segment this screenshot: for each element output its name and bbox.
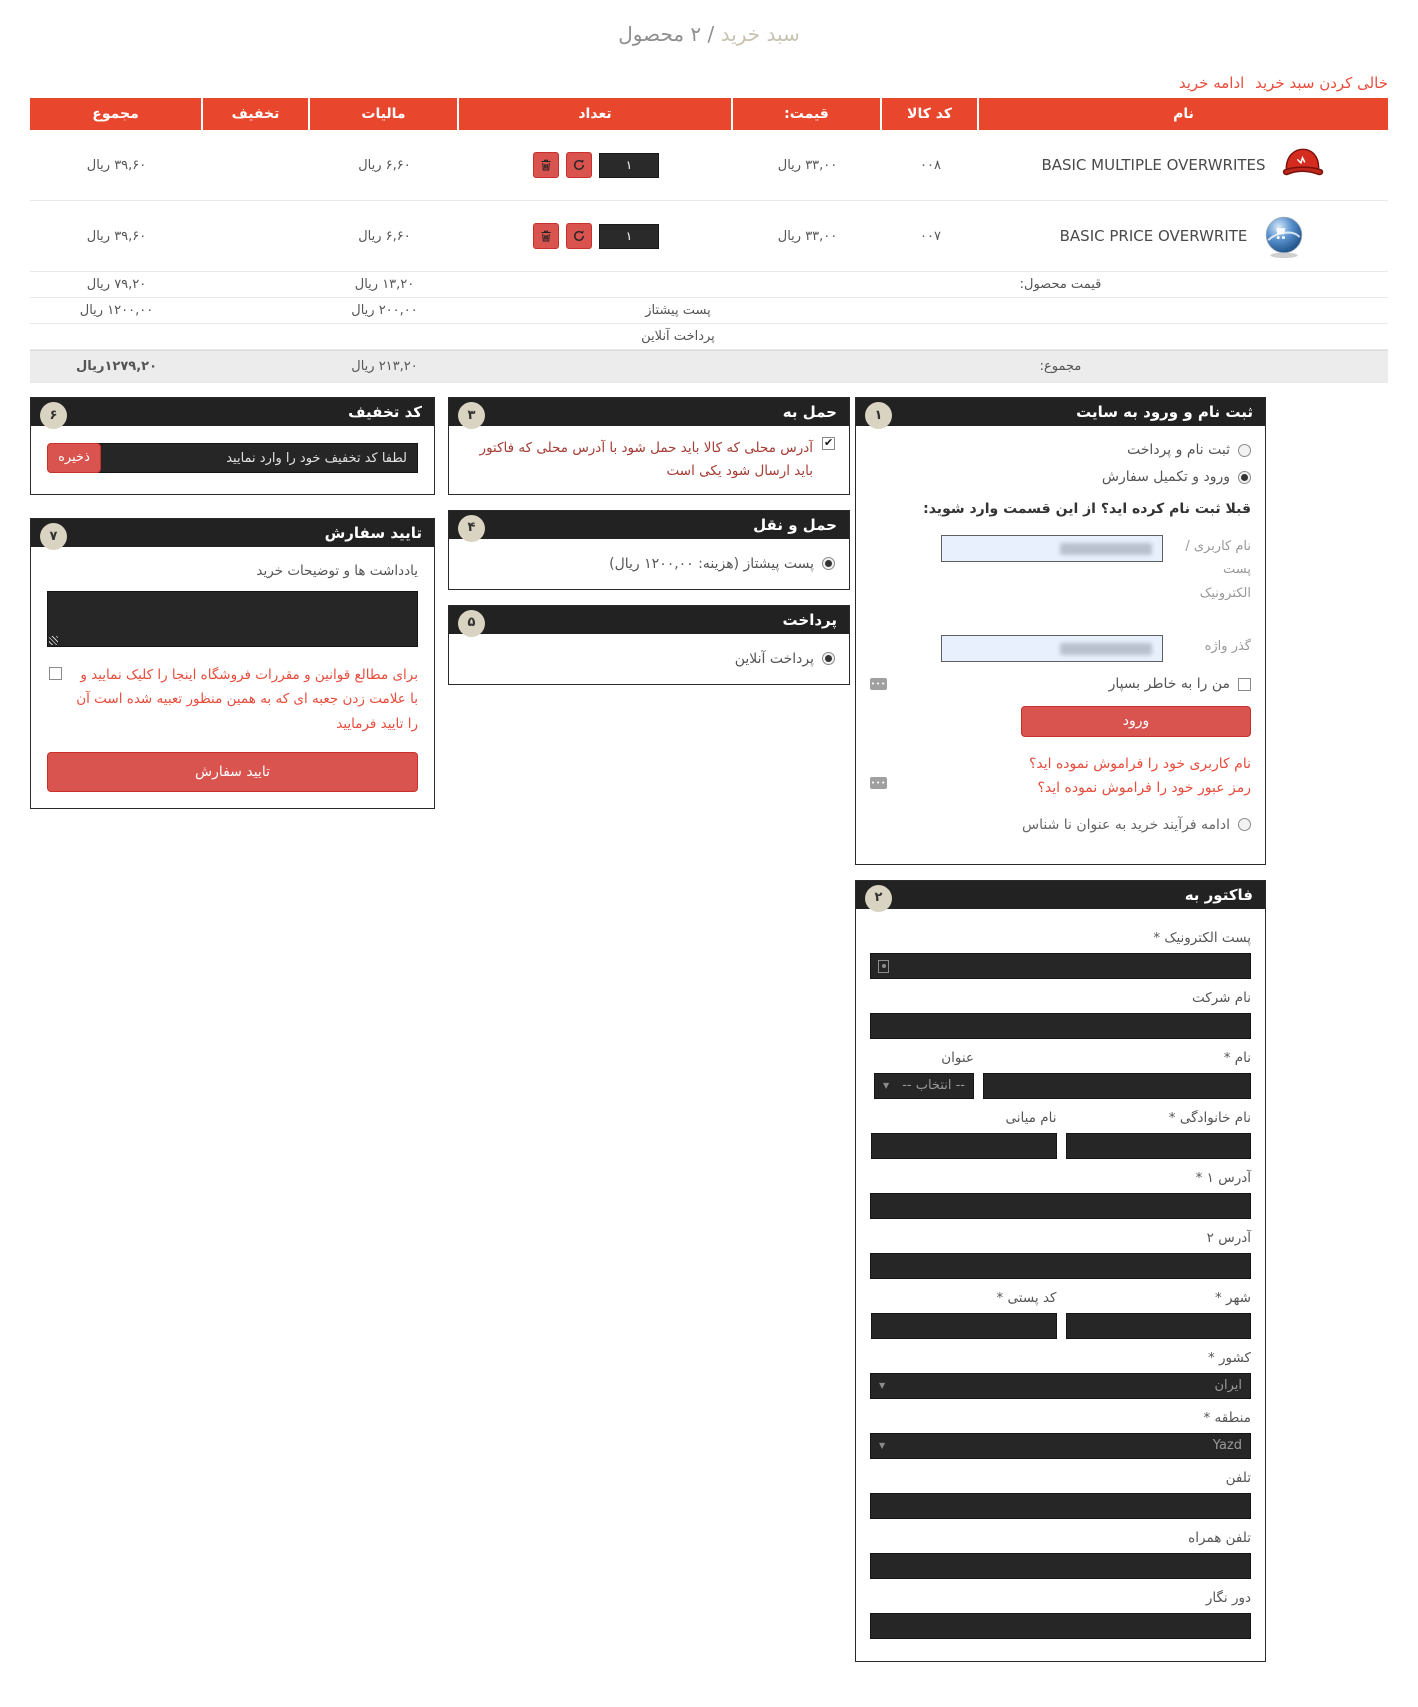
table-row (30, 130, 1388, 201)
first-name-input[interactable] (983, 1073, 1251, 1099)
col-header-price: قیمت: (733, 98, 882, 130)
same-address-text: آدرس محلی که کالا باید حمل شود با آدرس محلی که فاکتور باید ارسال شود یکی است (479, 440, 813, 479)
coupon-code-input[interactable] (74, 443, 418, 473)
panel-payment-header (449, 606, 849, 634)
confirm-order-button[interactable]: تایید سفارش (47, 752, 418, 792)
email-label: پست الکترونیک * (1153, 929, 1251, 946)
middle-name-label: نام میانی (1005, 1109, 1057, 1126)
panel-login-title: ثبت نام و ورود به سایت (1076, 403, 1253, 421)
remember-me-checkbox[interactable] (1238, 678, 1251, 691)
country-select[interactable] (870, 1373, 1251, 1399)
step-badge: ۱ (865, 402, 892, 429)
city-label: شهر * (1214, 1289, 1251, 1306)
title-select[interactable] (874, 1073, 974, 1099)
chevron-down-icon (883, 1081, 889, 1090)
chevron-down-icon (879, 1441, 885, 1450)
address2-label: آدرس ۲ (1206, 1229, 1251, 1246)
quantity-controls (463, 152, 729, 178)
summary-row-payment (30, 324, 1388, 350)
company-input[interactable] (870, 1013, 1251, 1039)
register-and-pay-label[interactable]: ثبت نام و پرداخت (1127, 442, 1230, 458)
step-badge: ۵ (458, 610, 485, 637)
fax-label: دور نگار (1205, 1589, 1251, 1606)
page-title-cart: سبد خرید (720, 22, 800, 46)
forgot-username-link[interactable]: نام کاربری خود را فراموش نموده اید؟ (1028, 756, 1251, 773)
panel-shipping-header (449, 511, 849, 539)
product-image-globe-logo (1261, 213, 1307, 259)
order-notes-textarea[interactable] (47, 591, 418, 647)
phone-input[interactable] (870, 1493, 1251, 1519)
panel-coupon (30, 397, 435, 495)
product-code: ۰۰۸ (882, 130, 979, 201)
step-badge: ۲ (865, 885, 892, 912)
panel-login (855, 397, 1266, 865)
step-badge: ۷ (40, 523, 67, 550)
terms-text[interactable]: برای مطالع قوانین و مقررات فروشگاه اینجا را کلیک نمایید و با علامت زدن جعبه ای که به همین منظور تعبیه شده است آن را تایید فرمایید (76, 667, 418, 732)
username-label: نام کاربری / پست الکترونیک (1185, 539, 1251, 601)
product-tax: ۶,۶۰ ریال (310, 130, 459, 201)
payment-method-radio[interactable] (822, 652, 835, 665)
col-header-discount: تخفیف (203, 98, 310, 130)
table-row (30, 201, 1388, 272)
first-name-label: نام * (1223, 1049, 1251, 1066)
delete-item-button[interactable] (533, 223, 559, 249)
last-name-label: نام خانوادگی * (1168, 1109, 1251, 1126)
postcode-input[interactable] (871, 1313, 1057, 1339)
refresh-icon (572, 229, 586, 243)
summary-row-product-price (30, 272, 1388, 298)
remember-me-label[interactable]: من را به خاطر بسپار (1108, 676, 1230, 693)
save-coupon-button[interactable]: ذخیره (47, 443, 101, 473)
mobile-label: تلفن همراه (1188, 1529, 1251, 1546)
update-quantity-button[interactable] (566, 152, 592, 178)
panel-payment-method (448, 605, 850, 685)
login-button[interactable]: ورود (1021, 706, 1251, 737)
grand-total-value: ۱۲۷۹,۲۰ریال (30, 350, 203, 383)
shipping-method-label: پست پیشتاز (459, 298, 733, 324)
shipping-method-option[interactable]: پست پیشتاز (هزینه: ۱۲۰۰,۰۰ ریال) (609, 555, 814, 572)
product-price-label: قیمت محصول: (733, 272, 1388, 298)
product-image-red-cap (1280, 142, 1326, 188)
forgot-password-link[interactable]: رمز عبور خود را فراموش نموده اید؟ (1037, 779, 1251, 796)
panel-invoice-header (856, 881, 1265, 909)
terms-row (47, 663, 418, 736)
delete-item-button[interactable] (533, 152, 559, 178)
redacted-text (1060, 543, 1152, 555)
title-label: عنوان (941, 1049, 974, 1066)
col-header-total: مجموع (30, 98, 203, 130)
product-discount (203, 201, 310, 272)
payment-method-label: پرداخت آنلاین (459, 324, 733, 350)
step-badge: ۴ (458, 515, 485, 542)
password-input[interactable] (941, 635, 1163, 662)
phone-label: تلفن (1225, 1469, 1251, 1486)
ellipsis-icon (870, 777, 887, 789)
cart-header-row (30, 98, 1388, 130)
address1-input[interactable] (870, 1193, 1251, 1219)
middle-name-input[interactable] (871, 1133, 1057, 1159)
username-input[interactable] (941, 535, 1163, 562)
same-address-checkbox[interactable] (822, 437, 835, 450)
shipping-total: ۱۲۰۰,۰۰ ریال (30, 298, 203, 324)
mobile-input[interactable] (870, 1553, 1251, 1579)
guest-checkout-radio[interactable] (1238, 818, 1251, 831)
panel-ship-to-title: حمل به (782, 403, 837, 421)
cart-actions (30, 74, 1388, 92)
redacted-text (1060, 643, 1152, 655)
summary-row-grand-total (30, 350, 1388, 383)
grand-total-label: مجموع: (733, 350, 1388, 383)
trash-icon (539, 158, 553, 172)
product-price-total: ۷۹,۲۰ ریال (30, 272, 203, 298)
summary-row-shipping (30, 298, 1388, 324)
refresh-icon (572, 158, 586, 172)
region-select-value: Yazd (1212, 1438, 1242, 1454)
product-name[interactable]: BASIC PRICE OVERWRITE (1059, 227, 1248, 245)
register-and-pay-radio[interactable] (1238, 444, 1251, 457)
panel-shipping-title: حمل و نقل (753, 515, 837, 534)
panel-ship-to-header (449, 398, 849, 426)
panel-invoice-title: فاکتور به (1184, 885, 1253, 904)
checkout-panels (30, 397, 1388, 1662)
password-label: گذر واژه (1204, 639, 1251, 655)
address1-label: آدرس ۱ * (1195, 1169, 1251, 1186)
resize-grip-icon[interactable] (49, 636, 58, 645)
ellipsis-icon (870, 678, 887, 690)
login-and-complete-radio[interactable] (1238, 471, 1251, 484)
page-title-count: / ۲ محصول (618, 22, 721, 46)
quantity-controls (463, 223, 729, 249)
panel-shipping-method (448, 510, 850, 590)
cart-table (30, 98, 1388, 383)
panel-login-header (856, 398, 1265, 426)
panel-confirm-title: تایید سفارش (324, 524, 422, 542)
product-price: ۳۳,۰۰ ریال (733, 201, 882, 272)
update-quantity-button[interactable] (566, 223, 592, 249)
guest-checkout-label[interactable]: ادامه فرآیند خرید به عنوان نا شناس (1022, 816, 1230, 833)
product-name[interactable]: BASIC MULTIPLE OVERWRITES (1041, 156, 1266, 174)
payment-method-option[interactable]: پرداخت آنلاین (734, 650, 814, 667)
broken-image-icon (878, 960, 889, 973)
step-badge: ۳ (458, 402, 485, 429)
region-label: منطقه * (1203, 1409, 1251, 1426)
continue-shopping-link[interactable]: ادامه خرید (1178, 74, 1245, 92)
chevron-down-icon (879, 1381, 885, 1390)
panel-ship-to (448, 397, 850, 495)
panel-confirm-order (30, 518, 435, 809)
grand-total-tax: ۲۱۳,۲۰ ریال (310, 350, 459, 383)
col-header-code: کد کالا (882, 98, 979, 130)
product-price-tax: ۱۳,۲۰ ریال (310, 272, 459, 298)
city-input[interactable] (1066, 1313, 1252, 1339)
product-price: ۳۳,۰۰ ریال (733, 130, 882, 201)
panel-confirm-header (31, 519, 434, 547)
product-tax: ۶,۶۰ ریال (310, 201, 459, 272)
terms-checkbox[interactable] (49, 667, 62, 680)
quantity-input[interactable] (599, 224, 659, 249)
address2-input[interactable] (870, 1253, 1251, 1279)
empty-cart-link[interactable]: خالی کردن سبد خرید (1255, 74, 1388, 92)
login-prompt: قبلا ثبت نام کرده اید؟ از این قسمت وارد شوید: (923, 501, 1251, 517)
product-code: ۰۰۷ (882, 201, 979, 272)
product-discount (203, 130, 310, 201)
col-header-qty: تعداد (459, 98, 733, 130)
col-header-tax: مالیات (310, 98, 459, 130)
shipping-method-radio[interactable] (822, 557, 835, 570)
trash-icon (539, 229, 553, 243)
company-label: نام شرکت (1192, 989, 1251, 1006)
order-notes-label: یادداشت ها و توضیحات خرید (256, 563, 418, 579)
email-input[interactable] (870, 953, 1251, 979)
step-badge: ۶ (40, 402, 67, 429)
region-select[interactable] (870, 1433, 1251, 1459)
country-label: کشور * (1207, 1349, 1251, 1366)
product-total: ۳۹,۶۰ ریال (30, 201, 203, 272)
panel-coupon-header (31, 398, 434, 426)
forgot-links (870, 753, 1251, 801)
page-title (0, 0, 1418, 46)
postcode-label: کد پستی * (996, 1289, 1057, 1306)
shipping-tax: ۲۰۰,۰۰ ریال (310, 298, 459, 324)
title-select-value: -- انتخاب -- (902, 1078, 965, 1094)
panel-payment-title: پرداخت (782, 610, 837, 629)
country-select-value: ایران (1214, 1378, 1242, 1394)
panel-invoice-to (855, 880, 1266, 1662)
last-name-input[interactable] (1066, 1133, 1252, 1159)
fax-input[interactable] (870, 1613, 1251, 1639)
product-total: ۳۹,۶۰ ریال (30, 130, 203, 201)
login-and-complete-label[interactable]: ورود و تکمیل سفارش (1101, 469, 1230, 485)
quantity-input[interactable] (599, 153, 659, 178)
panel-coupon-title: کد تخفیف (348, 403, 422, 421)
col-header-name: نام (979, 98, 1388, 130)
